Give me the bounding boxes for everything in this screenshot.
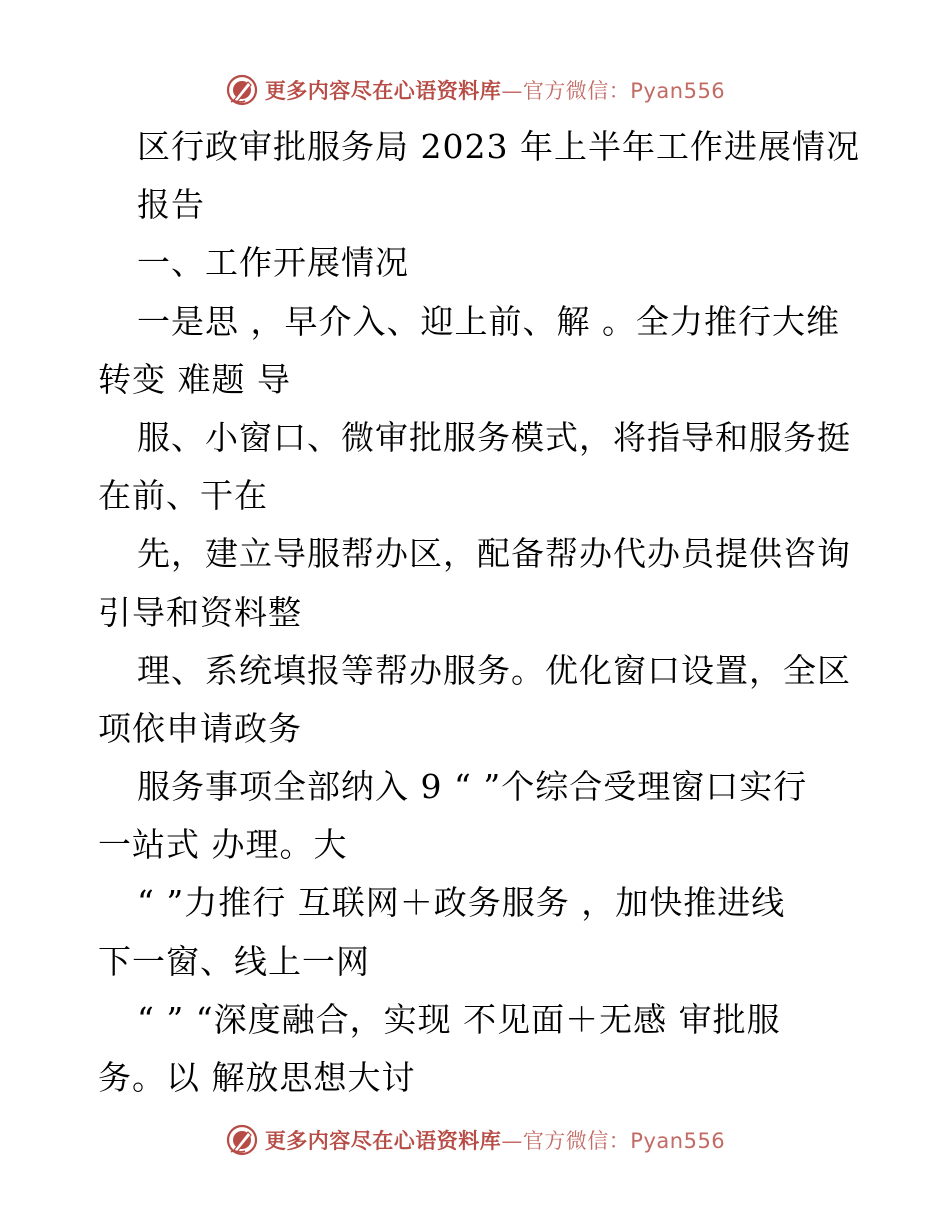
watermark-contact: —官方微信：Pyan556 [501, 1129, 726, 1153]
document-line: 项依申请政务 [98, 708, 302, 748]
document-line: “ ” “深度融合，实现 不见面＋无感 审批服 [137, 999, 781, 1039]
document-line: 区行政审批服务局 2023 年上半年工作进展情况 [137, 127, 860, 166]
watermark-banner-bottom [0, 1120, 950, 1160]
watermark-contact: —官方微信：Pyan556 [501, 79, 726, 103]
document-line: 理、系统填报等帮办服务。优化窗口设置，全区 [137, 650, 851, 690]
document-line: 报告 [137, 185, 205, 225]
pen-seal-icon [225, 1123, 259, 1157]
document-line: 引导和资料整 [98, 592, 302, 632]
document-line: “ ”力推行 互联网＋政务服务 ，加快推进线 [137, 883, 786, 923]
document-line: 转变 难题 导 [98, 359, 291, 399]
watermark-brand: 更多内容尽在心语资料库 [264, 1129, 502, 1153]
document-line: 务。以 解放思想大讨 [98, 1058, 416, 1097]
watermark-banner-top [0, 70, 950, 110]
document-line: 服、小窗口、微审批服务模式，将指导和服务挺 [137, 417, 851, 457]
document-line: 一、工作开展情况 [137, 243, 409, 283]
document-line: 一是思 ，早介入、迎上前、解 。全力推行大维 [137, 301, 840, 341]
watermark-brand: 更多内容尽在心语资料库 [264, 79, 502, 103]
watermark-text [265, 75, 725, 105]
pen-seal-icon [225, 73, 259, 107]
document-body [0, 118, 950, 1107]
document-line: 服务事项全部纳入 9 “ ”个综合受理窗口实行 [137, 767, 808, 807]
document-line: 一站式 办理。大 [98, 825, 348, 865]
document-line: 先，建立导服帮办区，配备帮办代办员提供咨询 [137, 534, 851, 574]
watermark-text [265, 1125, 725, 1155]
document-line: 在前、干在 [98, 476, 268, 516]
document-line: 下一窗、线上一网 [98, 941, 370, 981]
